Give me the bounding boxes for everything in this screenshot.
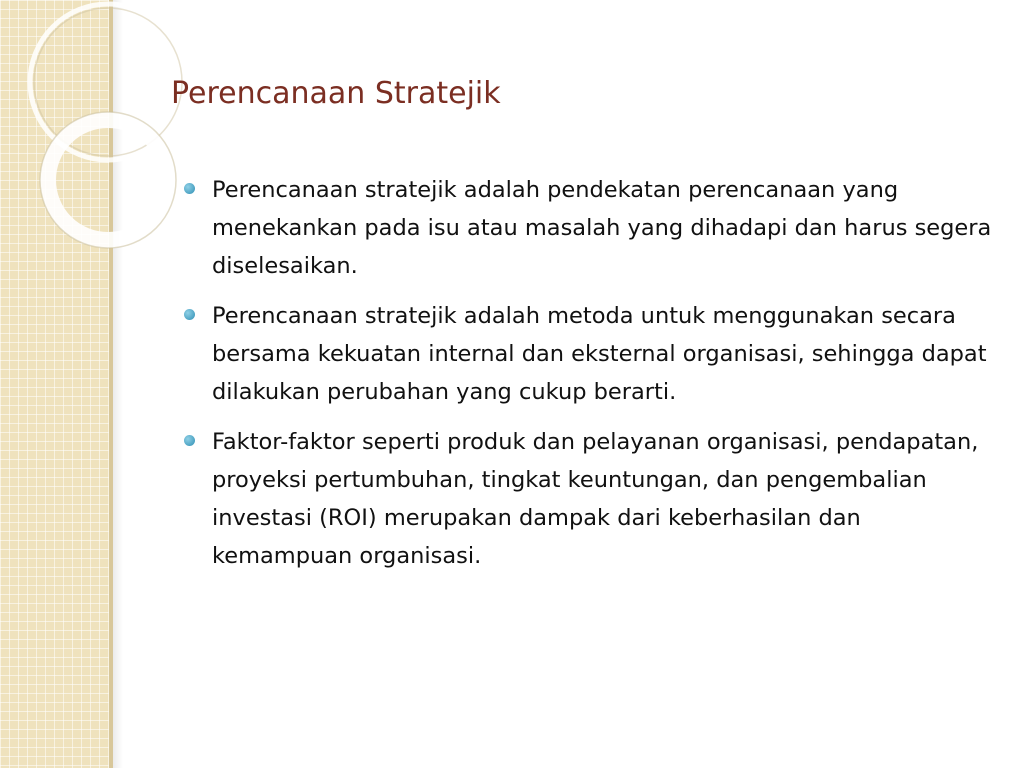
bullet-text: Perencanaan stratejik adalah metoda untuk menggunakan secara bersama kekuatan internal dan eksternal organisasi, sehingga dapat dilakukan perubahan yang cukup berarti.: [212, 303, 987, 405]
decorative-ring-small: [48, 120, 168, 240]
slide-title: Perencanaan Stratejik: [171, 76, 501, 111]
bullet-dot-icon: [184, 435, 195, 446]
bullet-dot-icon: [184, 183, 195, 194]
bullet-item: [184, 297, 1004, 411]
bullet-list: [184, 171, 1004, 587]
bullet-text: Faktor-faktor seperti produk dan pelayanan organisasi, pendapatan, proyeksi pertumbuhan, tingkat keuntungan, dan pengembalian investasi (ROI) merupakan dampak dari keberhasilan dan kemampuan organisasi.: [212, 429, 979, 569]
bullet-item: [184, 423, 1004, 575]
decorative-ring-large: [30, 4, 186, 160]
bullet-item: [184, 171, 1004, 285]
decorative-ring-large-shadow: [34, 8, 182, 156]
bullet-dot-icon: [184, 309, 195, 320]
decorative-rings: [0, 0, 200, 300]
bullet-text: Perencanaan stratejik adalah pendekatan perencanaan yang menekankan pada isu atau masalah yang dihadapi dan harus segera diselesaikan.: [212, 177, 992, 279]
decorative-ring-small-outline: [40, 112, 176, 248]
